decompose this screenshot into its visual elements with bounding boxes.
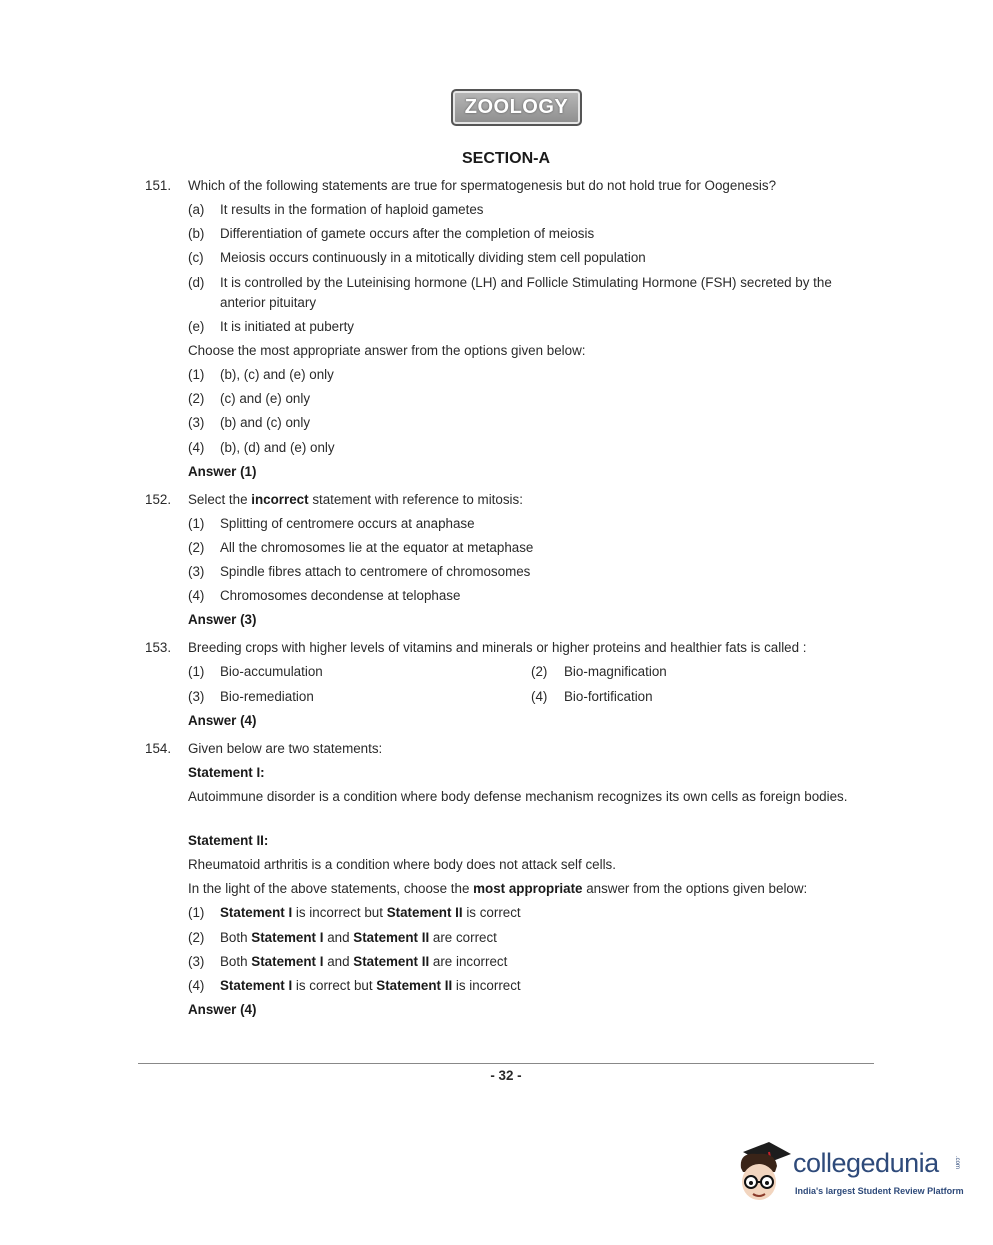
option-label: (1) [188,905,205,920]
question-text: Select the incorrect statement with reference to mitosis: [188,492,523,507]
question-number: 154. [145,741,172,756]
page-number: - 32 - [490,1068,522,1083]
option-text: Bio-remediation [220,689,314,704]
collegedunia-logo [735,1138,965,1208]
statement-label: (e) [188,319,205,334]
question-text: Breeding crops with higher levels of vitamins and minerals or higher proteins and healthier fats is called : [188,640,807,655]
option-text: Spindle fibres attach to centromere of chromosomes [220,564,531,579]
statement-text: Differentiation of gamete occurs after the completion of meiosis [220,226,595,241]
option-label: (3) [188,689,205,704]
option-text: Statement I is correct but Statement II is incorrect [220,978,521,993]
option-text: (c) and (e) only [220,391,311,406]
option-label: (1) [188,516,205,531]
answer-text: Answer (3) [188,612,257,627]
answer-text: Answer (4) [188,713,257,728]
option-label: (1) [188,367,205,382]
option-text: Both Statement I and Statement II are incorrect [220,954,508,969]
option-label: (4) [188,588,205,603]
logo-wordmark: collegedunia [793,1148,939,1178]
question-text: Which of the following statements are true for spermatogenesis but do not hold true for Oogenesis? [188,178,777,193]
question-number: 151. [145,178,172,193]
statement-text: It results in the formation of haploid gametes [220,202,484,217]
statement-label: (d) [188,275,205,290]
prompt-text: Choose the most appropriate answer from the options given below: [188,343,586,358]
option-label: (2) [531,664,548,679]
answer-text: Answer (4) [188,1002,257,1017]
option-text: (b), (d) and (e) only [220,440,335,455]
option-text: (b) and (c) only [220,415,311,430]
option-text: All the chromosomes lie at the equator at metaphase [220,540,534,555]
statement-text: Autoimmune disorder is a condition where body defense mechanism recognizes its own cells as foreign bodies. [188,789,848,804]
option-label: (4) [188,440,205,455]
statement-label: (b) [188,226,205,241]
option-text: (b), (c) and (e) only [220,367,334,382]
option-label: (2) [188,930,205,945]
statement-text: It is controlled by the Luteinising hormone (LH) and Follicle Stimulating Hormone (FSH) secreted by the anterior pituitary [220,275,832,310]
option-text: Splitting of centromere occurs at anaphase [220,516,475,531]
option-text: Bio-magnification [564,664,667,679]
option-label: (3) [188,415,205,430]
option-label: (4) [531,689,548,704]
logo-tagline: India's largest Student Review Platform [795,1186,964,1196]
option-text: Bio-fortification [564,689,653,704]
option-text: Both Statement I and Statement II are correct [220,930,497,945]
statement-text: Meiosis occurs continuously in a mitotically dividing stem cell population [220,250,646,265]
answer-text: Answer (1) [188,464,257,479]
option-label: (3) [188,954,205,969]
logo-domain: .com [954,1156,960,1170]
option-text: Bio-accumulation [220,664,323,679]
question-number: 153. [145,640,172,655]
option-label: (1) [188,664,205,679]
option-label: (3) [188,564,205,579]
student-mascot-icon [735,1138,791,1208]
option-label: (2) [188,391,205,406]
statement-text: Rheumatoid arthritis is a condition where body does not attack self cells. [188,857,616,872]
statement-label: (c) [188,250,204,265]
question-text: Given below are two statements: [188,741,383,756]
subject-badge: ZOOLOGY [451,89,582,126]
statement-text: It is initiated at puberty [220,319,354,334]
option-text: Chromosomes decondense at telophase [220,588,461,603]
option-label: (2) [188,540,205,555]
heading-text: Statement II: [188,833,269,848]
statement-label: (a) [188,202,205,217]
heading-text: Statement I: [188,765,265,780]
footer-divider [138,1063,874,1064]
question-number: 152. [145,492,172,507]
option-text: Statement I is incorrect but Statement II is correct [220,905,521,920]
option-label: (4) [188,978,205,993]
prompt-text: In the light of the above statements, choose the most appropriate answer from the options given below: [188,881,808,896]
section-title: SECTION-A [462,150,550,167]
